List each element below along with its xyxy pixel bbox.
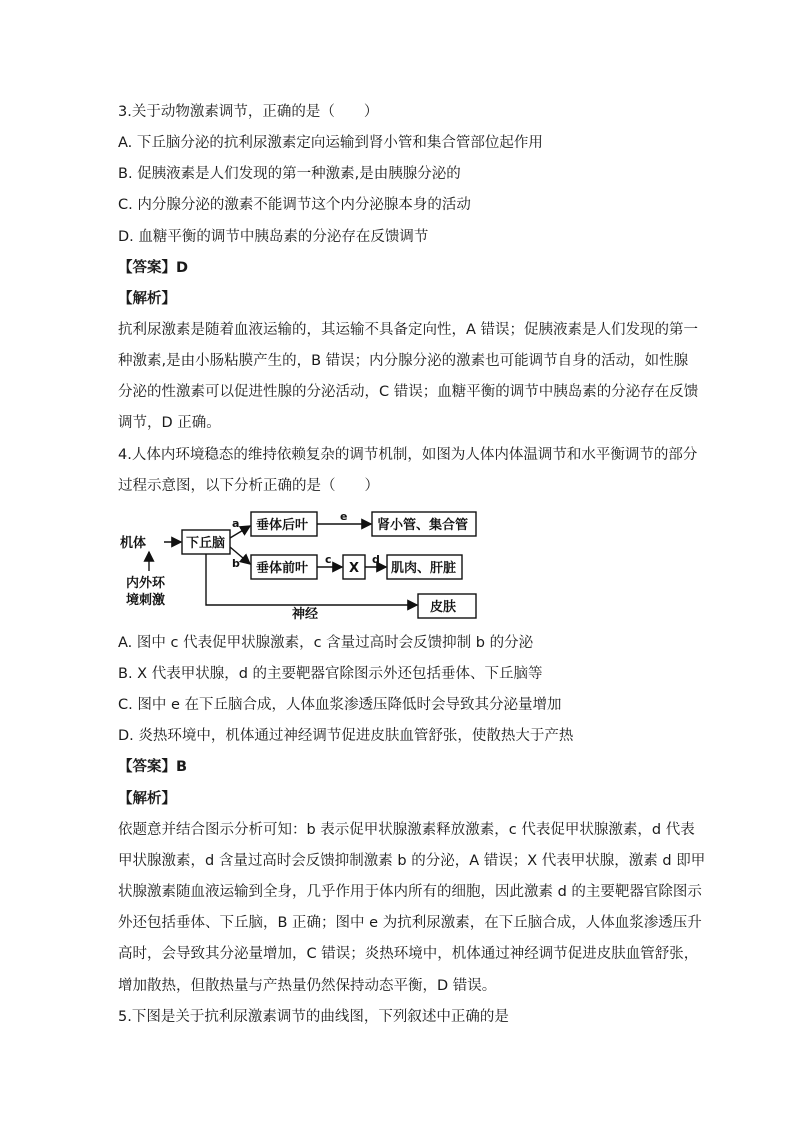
node-shenxiaoguan: 肾小管、集合管: [377, 518, 469, 533]
q3-stem: 3.关于动物激素调节，正确的是（ ）: [118, 104, 379, 120]
node-chuitihouye: 垂体后叶: [256, 518, 309, 533]
stimulus-line-1: 内外环: [126, 576, 166, 591]
node-x: X: [349, 561, 360, 576]
node-pifu: 皮肤: [430, 600, 457, 615]
node-jiti: 机体: [120, 536, 147, 551]
q3-option-a: A. 下丘脑分泌的抗利尿激素定向运输到肾小管和集合管部位起作用: [118, 135, 543, 151]
q4-analysis-line-4: 外还包括垂体、下丘脑，B 正确；图中 e 为抗利尿激素，在下丘脑合成，人体血浆渗透压升: [118, 915, 702, 931]
q3-option-d: D. 血糖平衡的调节中胰岛素的分泌存在反馈调节: [118, 229, 429, 245]
q4-analysis-line-6: 增加散热，但散热量与产热量仍然保持动态平衡，D 错误。: [118, 978, 497, 994]
node-jirou: 肌肉、肝脏: [391, 561, 457, 576]
q4-option-b: B. X 代表甲状腺，d 的主要靶器官除图示外还包括垂体、下丘脑等: [118, 666, 543, 682]
q3-analysis-line-3: 分泌的性激素可以促进性腺的分泌活动，C 错误；血糖平衡的调节中胰岛素的分泌存在反馈: [118, 384, 699, 400]
q5-stem: 5.下图是关于抗利尿激素调节的曲线图，下列叙述中正确的是: [118, 1009, 509, 1025]
q3-answer: 【答案】D: [118, 260, 189, 276]
label-d: d: [372, 553, 380, 566]
q4-option-c: C. 图中 e 在下丘脑合成，人体血浆渗透压降低时会导致其分泌量增加: [118, 697, 562, 713]
label-c: c: [325, 553, 332, 566]
q3-analysis-line-1: 抗利尿激素是随着血液运输的，其运输不具备定向性，A 错误；促胰液素是人们发现的第一: [118, 322, 699, 338]
q3-option-c: C. 内分腺分泌的激素不能调节这个内分泌腺本身的活动: [118, 197, 471, 213]
q4-answer: 【答案】B: [118, 759, 188, 775]
q4-stem-line-1: 4.人体内环境稳态的维持依赖复杂的调节机制，如图为人体内体温调节和水平衡调节的部分: [118, 447, 698, 463]
q4-analysis-label: 【解析】: [118, 791, 176, 807]
label-b: b: [232, 557, 240, 570]
node-xiaqiunao: 下丘脑: [186, 536, 226, 551]
q3-analysis-label: 【解析】: [118, 291, 176, 307]
stimulus-line-2: 境刺激: [126, 593, 166, 608]
q3-option-b: B. 促胰液素是人们发现的第一种激素,是由胰腺分泌的: [118, 166, 461, 182]
q4-option-d: D. 炎热环境中，机体通过神经调节促进皮肤血管舒张，使散热大于产热: [118, 728, 574, 744]
q4-analysis-line-5: 高时，会导致其分泌量增加，C 错误；炎热环境中，机体通过神经调节促进皮肤血管舒张，: [118, 946, 699, 962]
label-e: e: [340, 510, 348, 523]
label-a: a: [232, 517, 240, 530]
q3-analysis-line-2: 种激素,是由小肠粘膜产生的，B 错误；内分腺分泌的激素也可能调节自身的活动，如性腺: [118, 353, 689, 369]
label-shenjing: 神经: [292, 607, 319, 622]
q4-analysis-line-3: 状腺激素随血液运输到全身，几乎作用于体内所有的细胞，因此激素 d 的主要靶器官除图示: [118, 884, 702, 900]
regulation-diagram: [118, 505, 480, 625]
node-chuitiqianye: 垂体前叶: [256, 561, 309, 576]
q3-analysis-line-4: 调节，D 正确。: [118, 415, 221, 431]
q4-option-a: A. 图中 c 代表促甲状腺激素，c 含量过高时会反馈抑制 b 的分泌: [118, 635, 534, 651]
q4-stem-line-2: 过程示意图，以下分析正确的是（ ）: [118, 478, 379, 494]
q4-analysis-line-2: 甲状腺激素，d 含量过高时会反馈抑制激素 b 的分泌，A 错误；X 代表甲状腺，激素 d 即甲: [118, 853, 706, 869]
q4-analysis-line-1: 依题意并结合图示分析可知：b 表示促甲状腺激素释放激素，c 代表促甲状腺激素，d 代表: [118, 822, 695, 838]
